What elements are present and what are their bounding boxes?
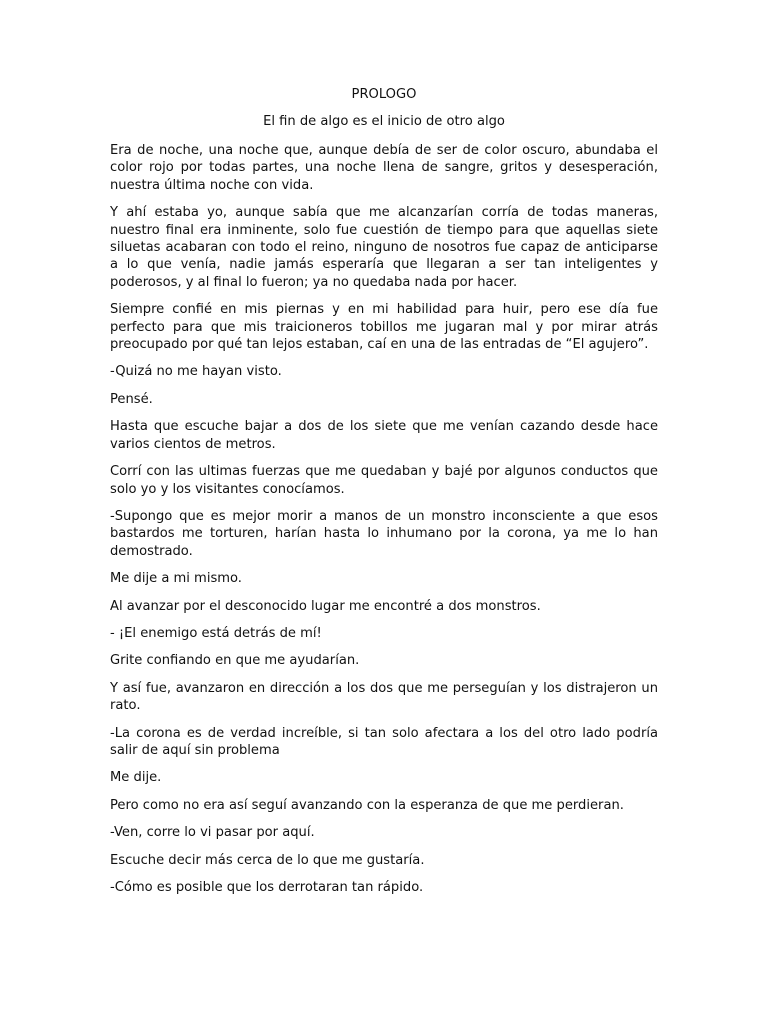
paragraph: Siempre confié en mis piernas y en mi habilidad para huir, pero ese día fue perfecto para que mis traicioneros tobillos me jugaran mal y por mirar atrás preocupado por qué tan lejos estaban, caí en una de las entradas de “El agujero”. [110,302,658,353]
paragraph: Me dije. [110,770,162,786]
paragraph: -Supongo que es mejor morir a manos de un monstro inconsciente a que esos bastardos me torturen, harían hasta lo inhumano por la corona, ya me lo han demostrado. [110,508,658,559]
paragraph: Y así fue, avanzaron en dirección a los dos que me perseguían y los distrajeron un rato. [110,680,658,714]
paragraph: Me dije a mi mismo. [110,571,242,587]
paragraph: -Ven, corre lo vi pasar por aquí. [110,825,315,841]
paragraph: Pero como no era así seguí avanzando con la esperanza de que me perdieran. [110,797,624,813]
document-title: PROLOGO [351,87,417,102]
paragraph: Era de noche, una noche que, aunque debía de ser de color oscuro, abundaba el color rojo por todas partes, una noche llena de sangre, gritos y desesperación, nuestra última noche con vida. [110,143,658,193]
paragraph: - ¡El enemigo está detrás de mí! [110,625,322,641]
paragraph: Pensé. [110,391,153,407]
paragraph: Hasta que escuche bajar a dos de los siete que me venían cazando desde hace varios cientos de metros. [110,419,658,452]
paragraph: -La corona es de verdad increíble, si tan solo afectara a los del otro lado podría salir de aquí sin problema [110,725,658,758]
paragraph: Y ahí estaba yo, aunque sabía que me alcanzarían corría de todas maneras, nuestro final era inminente, solo fue cuestión de tiempo para que aquellas siete siluetas acabaran con todo el reino, ninguno de nosotros fue capaz de anticiparse a lo que venía, nadie jamás esperaría que llegaran a ser tan inteligentes y poderosos, y al final lo fueron; ya no quedaba nada por hacer. [110,205,658,290]
document-subtitle: El fin de algo es el inicio de otro algo [263,114,505,129]
paragraph: -Quizá no me hayan visto. [110,364,282,380]
document-body [110,142,658,896]
paragraph: Al avanzar por el desconocido lugar me encontré a dos monstros. [110,598,541,614]
paragraph: Corrí con las ultimas fuerzas que me quedaban y bajé por algunos conductos que solo yo y los visitantes conocíamos. [110,464,658,497]
document-page [110,86,658,906]
paragraph: -Cómo es posible que los derrotaran tan rápido. [110,880,424,895]
paragraph: Escuche decir más cerca de lo que me gustaría. [110,852,425,868]
paragraph: Grite confiando en que me ayudarían. [110,653,360,669]
